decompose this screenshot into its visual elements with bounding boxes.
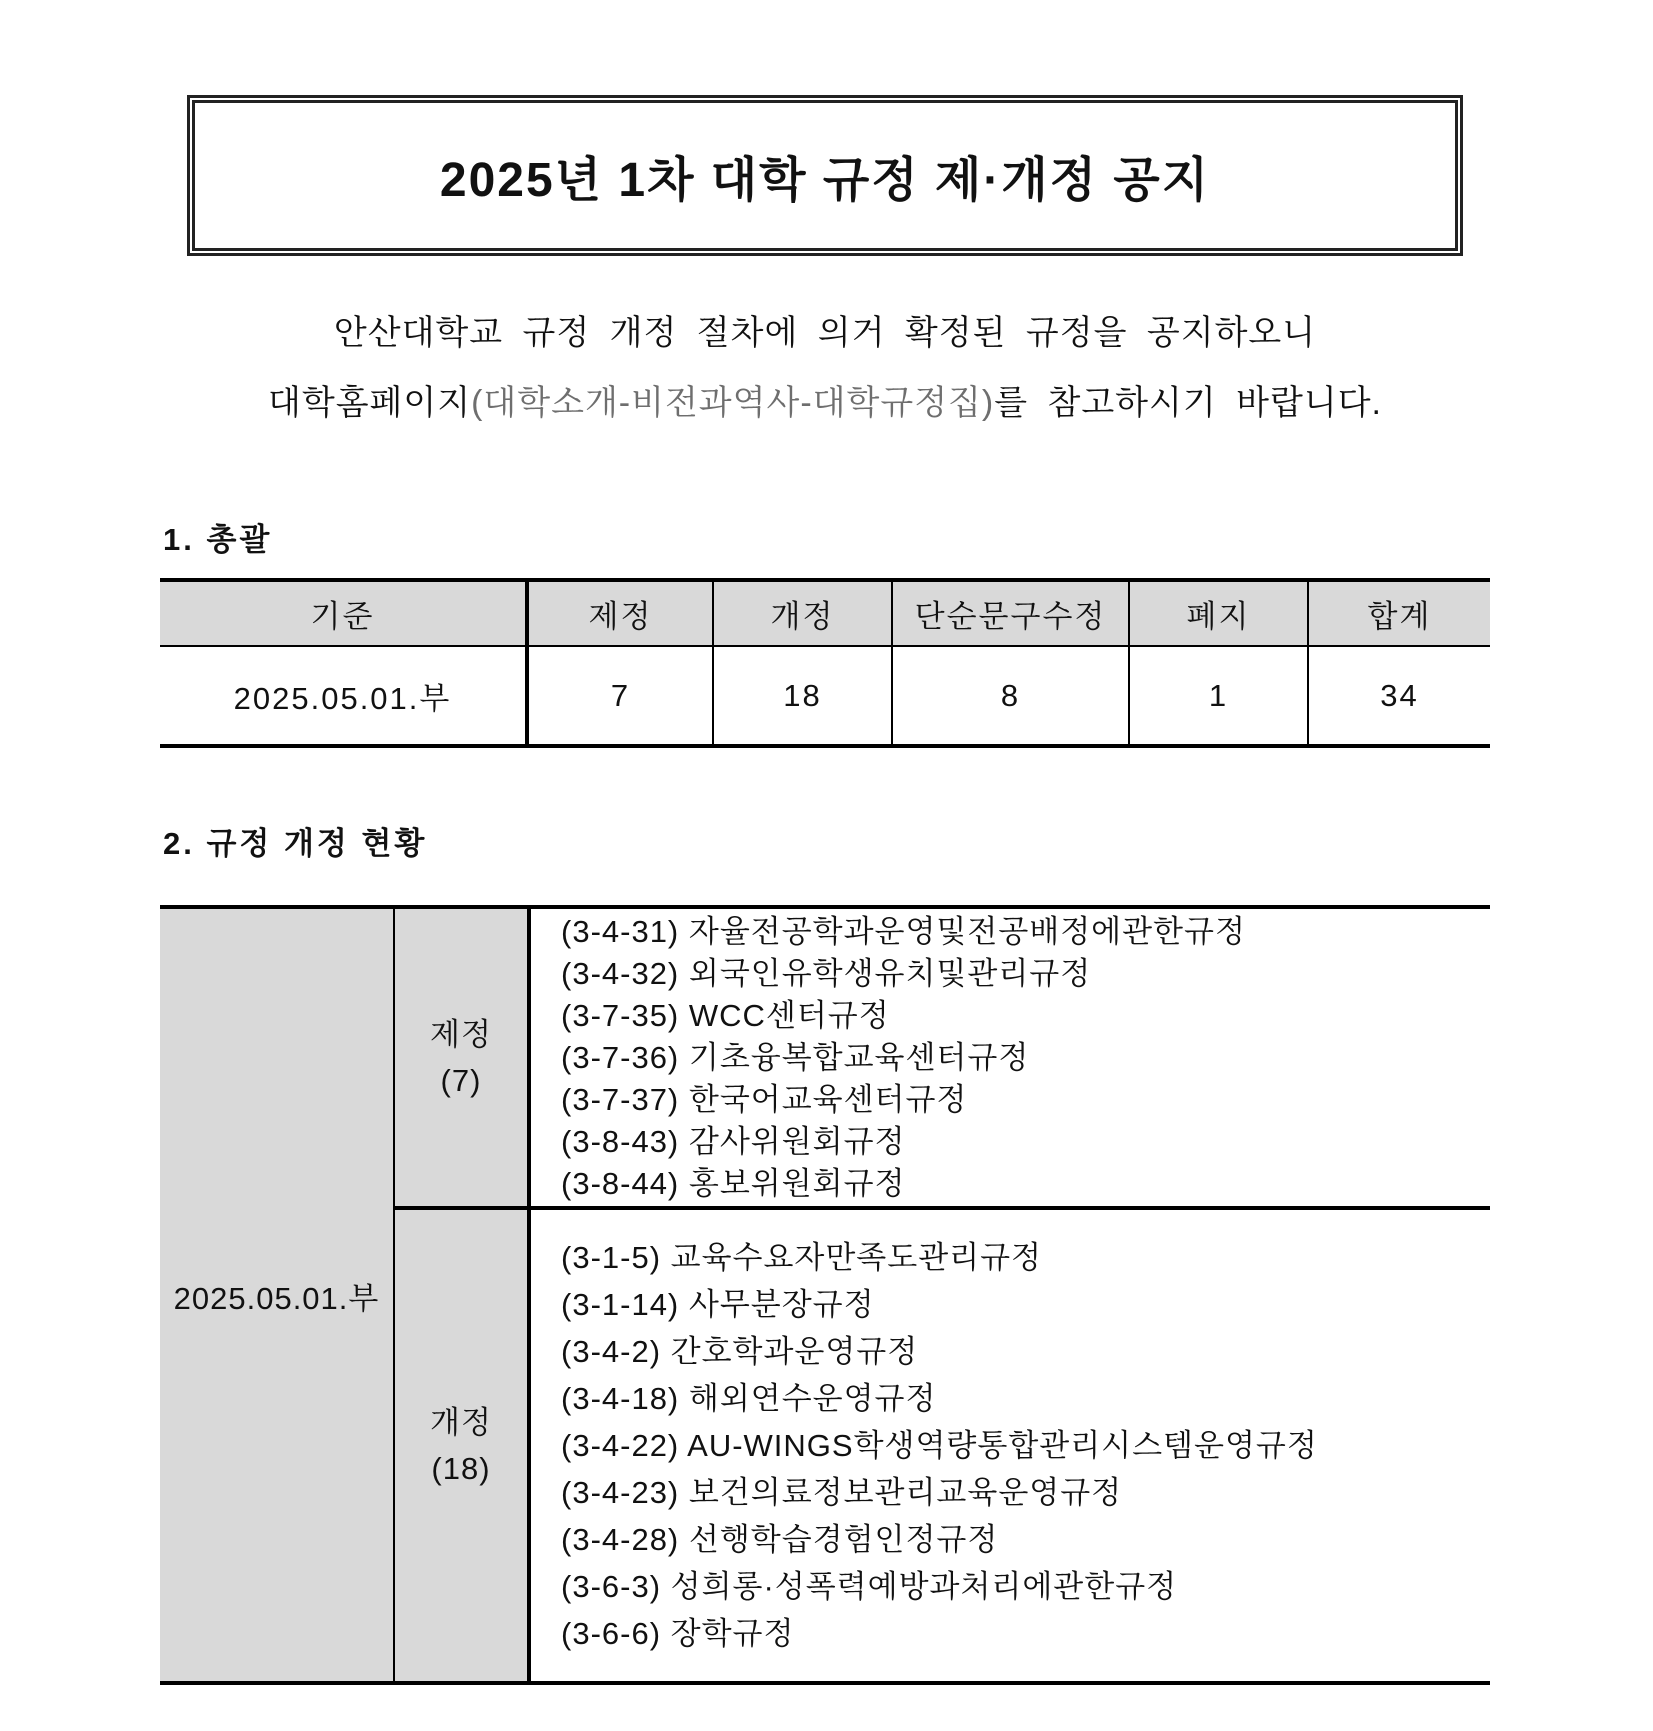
revision-table — [160, 905, 1490, 1685]
header-cell-basis: 기준 — [160, 582, 525, 647]
list-item: (3-7-37) 한국어교육센터규정 — [561, 1081, 968, 1117]
header-cell-revised: 개정 — [712, 582, 891, 647]
intro-paragraph — [160, 298, 1490, 438]
summary-table — [160, 578, 1490, 748]
cell-simple-edit-count: 8 — [891, 647, 1128, 744]
list-item: (3-4-32) 외국인유학생유치및관리규정 — [561, 955, 1092, 991]
list-item: (3-4-2) 간호학과운영규정 — [561, 1334, 919, 1369]
revision-date-cell: 2025.05.01.부 — [160, 909, 395, 1681]
revised-label: 개정 — [430, 1404, 492, 1440]
enacted-label: 제정 — [430, 1016, 492, 1052]
intro-line-2-suffix: 를 참고하시기 바랍니다. — [994, 384, 1382, 422]
list-item: (3-7-35) WCC센터규정 — [561, 997, 890, 1033]
revised-label-cell — [395, 1210, 531, 1681]
list-item: (3-4-31) 자율전공학과운영및전공배정에관한규정 — [561, 913, 1246, 949]
header-cell-total: 합계 — [1307, 582, 1490, 647]
header-cell-abolished: 폐지 — [1128, 582, 1307, 647]
page-title: 2025년 1차 대학 규정 제·개정 공지 — [439, 154, 1211, 207]
revised-list — [531, 1210, 1490, 1681]
header-cell-simple-edit: 단순문구수정 — [891, 582, 1128, 647]
list-item: (3-1-14) 사무분장규정 — [561, 1287, 875, 1322]
title-box — [187, 95, 1463, 256]
enacted-label-cell — [395, 909, 531, 1210]
list-item: (3-6-3) 성희롱·성폭력예방과처리에관한규정 — [561, 1569, 1178, 1604]
cell-effective-date: 2025.05.01.부 — [233, 681, 452, 716]
list-item: (3-4-18) 해외연수운영규정 — [561, 1381, 937, 1416]
enacted-count: (7) — [440, 1062, 482, 1098]
list-item: (3-4-22) AU-WINGS학생역량통합관리시스템운영규정 — [561, 1428, 1318, 1463]
intro-line-1: 안산대학교 규정 개정 절차에 의거 확정된 규정을 공지하오니 — [333, 314, 1317, 352]
intro-homepage-path: (대학소개-비전과역사-대학규정집) — [471, 384, 995, 422]
cell-revised-count: 18 — [712, 647, 891, 744]
header-cell-enacted: 제정 — [525, 582, 712, 647]
list-item: (3-4-28) 선행학습경험인정규정 — [561, 1522, 999, 1557]
section2-heading: 2. 규정 개정 현황 — [163, 826, 428, 861]
revised-count: (18) — [431, 1450, 491, 1486]
list-item: (3-6-6) 장학규정 — [561, 1616, 795, 1651]
list-item: (3-1-5) 교육수요자만족도관리규정 — [561, 1240, 1042, 1275]
enacted-list — [531, 909, 1490, 1210]
list-item: (3-7-36) 기초융복합교육센터규정 — [561, 1039, 1030, 1075]
intro-homepage-label: 대학홈페이지 — [268, 384, 472, 422]
intro-line-2 — [160, 368, 1490, 438]
list-item: (3-8-44) 홍보위원회규정 — [561, 1165, 906, 1201]
cell-total-count: 34 — [1307, 647, 1490, 744]
cell-abolished-count: 1 — [1128, 647, 1307, 744]
section1-heading: 1. 총괄 — [163, 522, 273, 557]
list-item: (3-8-43) 감사위원회규정 — [561, 1123, 906, 1159]
list-item: (3-4-23) 보건의료정보관리교육운영규정 — [561, 1475, 1123, 1510]
cell-enacted-count: 7 — [525, 647, 712, 744]
